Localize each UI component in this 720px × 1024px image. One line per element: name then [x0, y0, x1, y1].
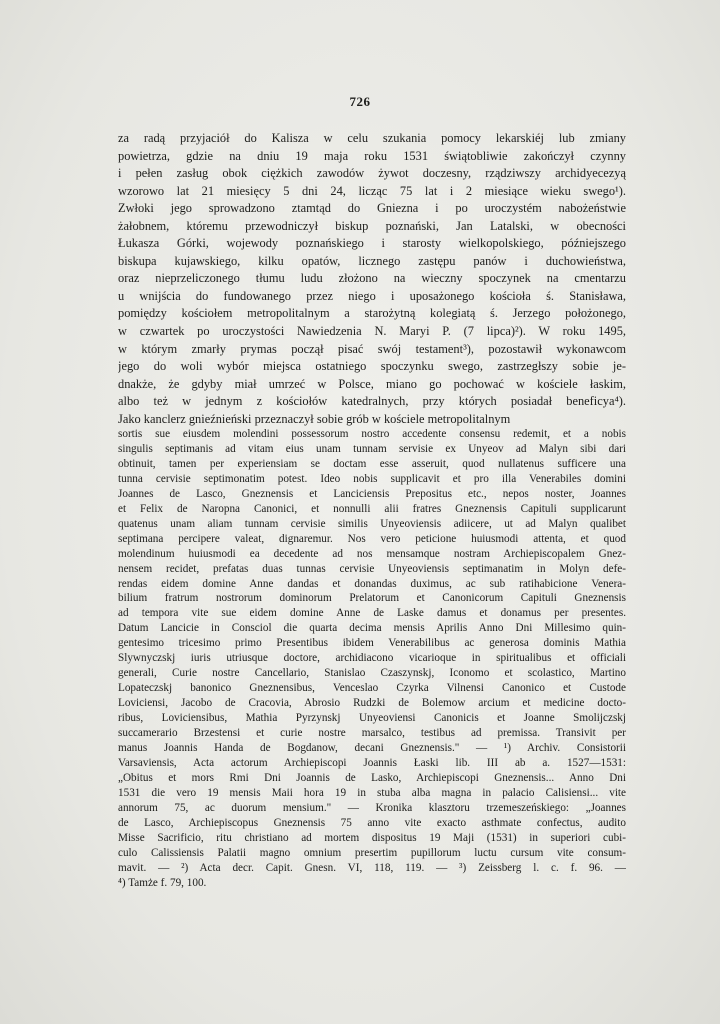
- footnote-line: gentesimo tricesimo primo Presentibus ibidem Venerabilibus ac generosa dominis Mathia: [118, 637, 626, 650]
- footnote-line: molendinum huiusmodi ea decedente ad nos mensamque nostram Archiepiscopalem Gnez-: [118, 547, 626, 560]
- body-line: powietrza, gdzie na dniu 19 maja roku 1531 świątobliwie zakończył czynny: [118, 148, 626, 163]
- body-line: pomiędzy kościołem metropolitalnym a starożytną kolegiatą ś. Jerzego położonego,: [118, 306, 626, 321]
- footnote-line: bilium fratrum nostrorum dominorum Prelatorum et Canonicorum Capituli Gneznensis: [118, 592, 626, 605]
- body-line: wzorowo lat 21 miesięcy 5 dni 24, licząc 75 lat i 2 miesiące wieku swego¹).: [118, 183, 626, 198]
- footnote-line: succamerario Brzestensi et curie nostre marsalco, testibus ad premissa. Transivit per: [118, 727, 626, 740]
- body-line: żałobnem, któremu przewodniczył biskup poznański, Jan Latalski, w obecności: [118, 218, 626, 233]
- footnote-line: septimana percipere valeat, dignaremur. Nos vero peticione huiusmodi attenta, et quod: [118, 532, 626, 545]
- footnote-line: rendas eidem domine Anne dandas et donandas duximus, ac sub ratihabicione Venera-: [118, 577, 626, 590]
- footnote-line: obtinuit, tamen per experiensiam se doctam esse asseruit, quod nullatenus sufficere una: [118, 457, 626, 470]
- body-line: za radą przyjaciół do Kalisza w celu szukania pomocy lekarskiéj lub zmiany: [118, 131, 626, 145]
- footnote-line: mavit. — ²) Acta decr. Capit. Gnesn. VI, 118, 119. — ³) Zeissberg l. c. f. 96. —: [118, 861, 626, 874]
- body-line: Jako kanclerz gnieźnieński przeznaczył sobie grób w kościele metropolitalnym: [118, 411, 511, 426]
- footnote-line: annorum 75, ac duorum mensium." — Kronika klasztoru trzemeszeńskiego: „Joannes: [118, 801, 626, 814]
- footnote-line: quatenus unam aliam tunnam cervisie similis Unyeoviensis adiicere, ut ad Malyn qualibet: [118, 517, 626, 530]
- footnote-line: Datum Lancicie in Consciol die quarta decima mensis Aprilis Anno Dni Millesimo quin-: [118, 622, 626, 635]
- body-line: w którym zmarły prymas począł pisać swój testament³), pozostawił wykonawcom: [118, 341, 626, 356]
- footnote-line: et Felix de Naropna Canonici, et nonnulli alii fratres Gneznensis Capituli supplicarunt: [118, 502, 626, 515]
- footnote-line: nensem recidet, prefatas duas tunnas cervisie Unyeoviensis septimanatim in Molyn defe-: [118, 562, 626, 575]
- footnote-line: sortis sue eiusdem molendini possessorum nostro accedente consensu redemit, et a nobis: [118, 428, 626, 440]
- footnote-line: ad tempora vite sue eidem domine Anne de Laske damus et donamus per presentes.: [118, 607, 626, 620]
- footnote-line: culo Calissiensis Palatii magno omnium presertim pupillorum luctu cursum vite consum-: [118, 846, 626, 859]
- footnote-line: ribus, Loviciensibus, Mathia Pyrzynskj Unyeoviensi Canonicis et Joanne Smolijczskj: [118, 712, 626, 725]
- body-line: oraz nieprzeliczonego tłumu ludu złożono na wieczny spoczynek na cmentarzu: [118, 271, 626, 286]
- page-number: 726: [349, 94, 371, 109]
- footnote-line: Misse Sacrificio, ritu christiano ad mortem dispositus 19 Maji (1531) in superiori cubi-: [118, 831, 626, 844]
- footnote-line: singulis septimanis ad vitam eius unam tunnam servisie ex Unyeov ad Malyn sibi dari: [118, 442, 626, 455]
- footnote-line: generali, Curie nostre Cancellario, Stanislao Czaszynskj, Iconomo et scolastico, Martino: [118, 667, 626, 680]
- footnote-line: ⁴) Tamże f. 79, 100.: [118, 876, 207, 889]
- footnote-line: Loviciensi, Jacobo de Cracovia, Abrosio Rudzki de Bolemow arcium et medicine docto-: [118, 697, 626, 710]
- body-line: Łukasza Górki, wojewody poznańskiego i starosty wielkopolskiego, późniejszego: [118, 236, 626, 251]
- footnote-line: de Lasco, Archiepiscopus Gneznensis 75 anno vite exacto asthmate confectus, audito: [118, 816, 626, 829]
- footnote-line: Lopateczskj banonico Gneznensibus, Venceslao Czyrka Vilnensi Canonico et Custode: [118, 682, 626, 695]
- main-text: [118, 130, 626, 428]
- body-line: jego do woli wybór miejsca ostatniego spoczynku swego, zastrzegłszy sobie je-: [118, 359, 626, 374]
- body-line: albo też w jednym z kościołów katedralnych, przy których posiadał beneficya⁴).: [118, 394, 626, 409]
- body-line: dnakże, że gdyby miał umrzeć w Polsce, miano go pochować w kościele łaskim,: [118, 376, 626, 391]
- footnote-line: Joannes de Lasco, Gneznensis et Lanciciensis Prepositus etc., nepos noster, Joannes: [118, 487, 626, 500]
- footnote-line: manus Joannis Handa de Bogdanow, decani Gneznensis." — ¹) Archiv. Consistorii: [118, 742, 626, 755]
- footnote-line: „Obitus et mors Rmi Dni Joannis de Lasko, Archiepiscopi Gneznensis... Anno Dni: [118, 771, 626, 784]
- footnote-line: Varsaviensis, Acta actorum Archiepiscopi Joannis Łaski lib. III ab a. 1527—1531:: [118, 756, 626, 769]
- footnote-line: 1531 die vero 19 mensis Maii hora 19 in stuba alba magna in palacio Calisiensi... vite: [118, 786, 626, 799]
- body-line: biskupa kujawskiego, kilku opatów, licznego zastępu panów i duchowieństwa,: [118, 253, 626, 268]
- footnotes: [118, 427, 626, 891]
- footnote-line: Slywnyczskj iuris utriusque doctore, archidiacono vicarioque in spiritualibus et officiali: [118, 652, 626, 665]
- body-line: u wnijścia do fundowanego przez niego i uposażonego kościoła ś. Stanisława,: [118, 288, 626, 303]
- body-line: Zwłoki jego sprowadzono ztamtąd do Gniezna i po uroczystém nabożeństwie: [118, 201, 626, 216]
- body-line: w czwartek po uroczystości Nawiedzenia N. Maryi P. (7 lipca)²). W roku 1495,: [118, 324, 626, 339]
- footnote-line: tunna cervisie septimonatim potest. Ideo nobis supplicavit et pro illa Venerabiles domini: [118, 472, 626, 485]
- body-line: i pełen zasług obok ciężkich zawodów żywot doczesny, rządziwszy archidyecezyą: [118, 166, 626, 181]
